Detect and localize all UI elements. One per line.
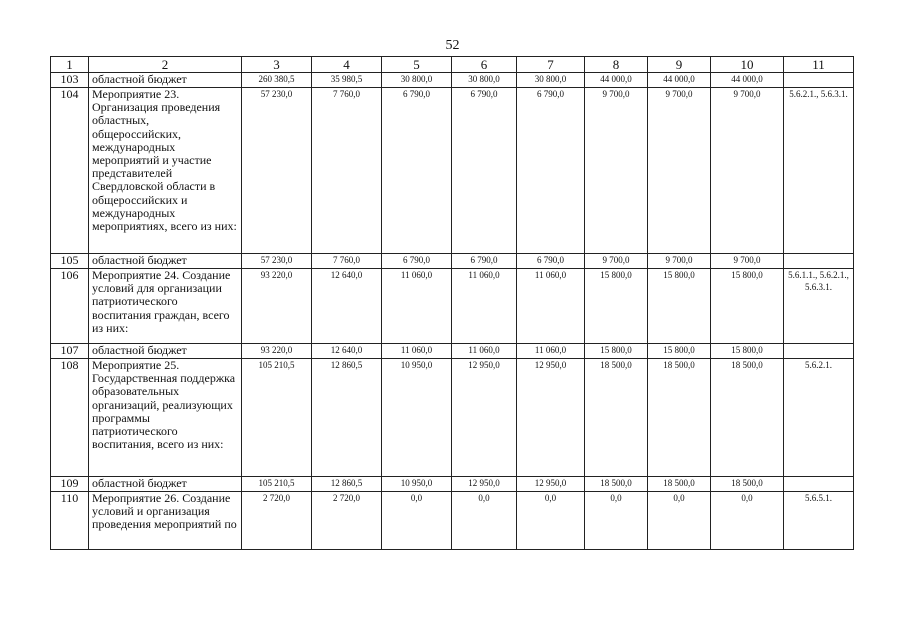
reference-cell: 5.6.2.1., 5.6.3.1. — [784, 88, 854, 254]
value-cell: 30 800,0 — [452, 73, 517, 88]
value-cell: 9 700,0 — [711, 88, 784, 254]
column-header: 2 — [89, 57, 242, 73]
row-number: 108 — [51, 359, 89, 477]
value-cell: 44 000,0 — [585, 73, 648, 88]
value-cell: 7 760,0 — [312, 254, 382, 269]
value-cell: 18 500,0 — [585, 477, 648, 492]
reference-cell: 5.6.2.1. — [784, 359, 854, 477]
value-cell: 12 860,5 — [312, 477, 382, 492]
value-cell: 12 950,0 — [452, 477, 517, 492]
row-number: 103 — [51, 73, 89, 88]
value-cell: 18 500,0 — [711, 477, 784, 492]
table-row — [51, 477, 854, 492]
column-header: 11 — [784, 57, 854, 73]
value-cell: 12 860,5 — [312, 359, 382, 477]
value-cell: 35 980,5 — [312, 73, 382, 88]
row-description: Мероприятие 26. Создание условий и организация проведения мероприятий по — [89, 492, 242, 550]
value-cell: 7 760,0 — [312, 88, 382, 254]
column-header: 6 — [452, 57, 517, 73]
row-description: Мероприятие 24. Создание условий для организации патриотического воспитания граждан, всего из них: — [89, 269, 242, 344]
value-cell: 44 000,0 — [648, 73, 711, 88]
column-header: 8 — [585, 57, 648, 73]
value-cell: 30 800,0 — [382, 73, 452, 88]
table-row — [51, 73, 854, 88]
value-cell: 6 790,0 — [517, 88, 585, 254]
value-cell: 15 800,0 — [648, 269, 711, 344]
row-description: областной бюджет — [89, 254, 242, 269]
row-description: областной бюджет — [89, 344, 242, 359]
table-row — [51, 88, 854, 254]
value-cell: 6 790,0 — [452, 254, 517, 269]
table-row — [51, 254, 854, 269]
column-header: 9 — [648, 57, 711, 73]
value-cell: 57 230,0 — [242, 254, 312, 269]
column-header: 7 — [517, 57, 585, 73]
value-cell: 18 500,0 — [648, 477, 711, 492]
value-cell: 9 700,0 — [711, 254, 784, 269]
value-cell: 6 790,0 — [382, 254, 452, 269]
row-number: 107 — [51, 344, 89, 359]
reference-cell — [784, 73, 854, 88]
budget-table — [50, 56, 854, 550]
reference-cell — [784, 344, 854, 359]
table-row — [51, 492, 854, 550]
row-number: 106 — [51, 269, 89, 344]
value-cell: 15 800,0 — [585, 269, 648, 344]
value-cell: 0,0 — [648, 492, 711, 550]
row-number: 105 — [51, 254, 89, 269]
page-number: 52 — [445, 38, 460, 53]
value-cell: 18 500,0 — [585, 359, 648, 477]
value-cell: 6 790,0 — [517, 254, 585, 269]
reference-cell: 5.6.5.1. — [784, 492, 854, 550]
table-row — [51, 359, 854, 477]
value-cell: 9 700,0 — [648, 254, 711, 269]
column-header: 3 — [242, 57, 312, 73]
value-cell: 9 700,0 — [648, 88, 711, 254]
value-cell: 0,0 — [711, 492, 784, 550]
column-header: 10 — [711, 57, 784, 73]
value-cell: 9 700,0 — [585, 254, 648, 269]
row-number: 109 — [51, 477, 89, 492]
table-row — [51, 344, 854, 359]
row-description: Мероприятие 25. Государственная поддержка образовательных организаций, реализующих программы патриотического воспитания, всего из них: — [89, 359, 242, 477]
row-number: 104 — [51, 88, 89, 254]
value-cell: 9 700,0 — [585, 88, 648, 254]
value-cell: 0,0 — [517, 492, 585, 550]
value-cell: 0,0 — [452, 492, 517, 550]
row-description: Мероприятие 23. Организация проведения областных, общероссийских, международных мероприятий и участие представителей Свердловской области в общероссийских и международных мероприятиях, всего из них: — [89, 88, 242, 254]
row-description: областной бюджет — [89, 477, 242, 492]
value-cell: 11 060,0 — [452, 344, 517, 359]
value-cell: 11 060,0 — [452, 269, 517, 344]
value-cell: 93 220,0 — [242, 269, 312, 344]
value-cell: 11 060,0 — [382, 344, 452, 359]
value-cell: 12 950,0 — [452, 359, 517, 477]
value-cell: 18 500,0 — [711, 359, 784, 477]
header-row — [51, 57, 854, 73]
reference-cell — [784, 254, 854, 269]
value-cell: 11 060,0 — [517, 344, 585, 359]
value-cell: 10 950,0 — [382, 359, 452, 477]
value-cell: 0,0 — [585, 492, 648, 550]
value-cell: 11 060,0 — [517, 269, 585, 344]
row-description: областной бюджет — [89, 73, 242, 88]
reference-cell: 5.6.1.1., 5.6.2.1., 5.6.3.1. — [784, 269, 854, 344]
value-cell: 12 640,0 — [312, 269, 382, 344]
value-cell: 44 000,0 — [711, 73, 784, 88]
value-cell: 260 380,5 — [242, 73, 312, 88]
value-cell: 12 950,0 — [517, 477, 585, 492]
column-header: 1 — [51, 57, 89, 73]
value-cell: 57 230,0 — [242, 88, 312, 254]
column-header: 4 — [312, 57, 382, 73]
value-cell: 2 720,0 — [242, 492, 312, 550]
row-number: 110 — [51, 492, 89, 550]
value-cell: 6 790,0 — [452, 88, 517, 254]
value-cell: 15 800,0 — [711, 269, 784, 344]
value-cell: 15 800,0 — [585, 344, 648, 359]
value-cell: 30 800,0 — [517, 73, 585, 88]
value-cell: 12 950,0 — [517, 359, 585, 477]
value-cell: 12 640,0 — [312, 344, 382, 359]
value-cell: 11 060,0 — [382, 269, 452, 344]
value-cell: 2 720,0 — [312, 492, 382, 550]
value-cell: 15 800,0 — [648, 344, 711, 359]
reference-cell — [784, 477, 854, 492]
column-header: 5 — [382, 57, 452, 73]
value-cell: 105 210,5 — [242, 359, 312, 477]
value-cell: 10 950,0 — [382, 477, 452, 492]
value-cell: 6 790,0 — [382, 88, 452, 254]
value-cell: 15 800,0 — [711, 344, 784, 359]
table-row — [51, 269, 854, 344]
value-cell: 93 220,0 — [242, 344, 312, 359]
value-cell: 105 210,5 — [242, 477, 312, 492]
value-cell: 18 500,0 — [648, 359, 711, 477]
value-cell: 0,0 — [382, 492, 452, 550]
